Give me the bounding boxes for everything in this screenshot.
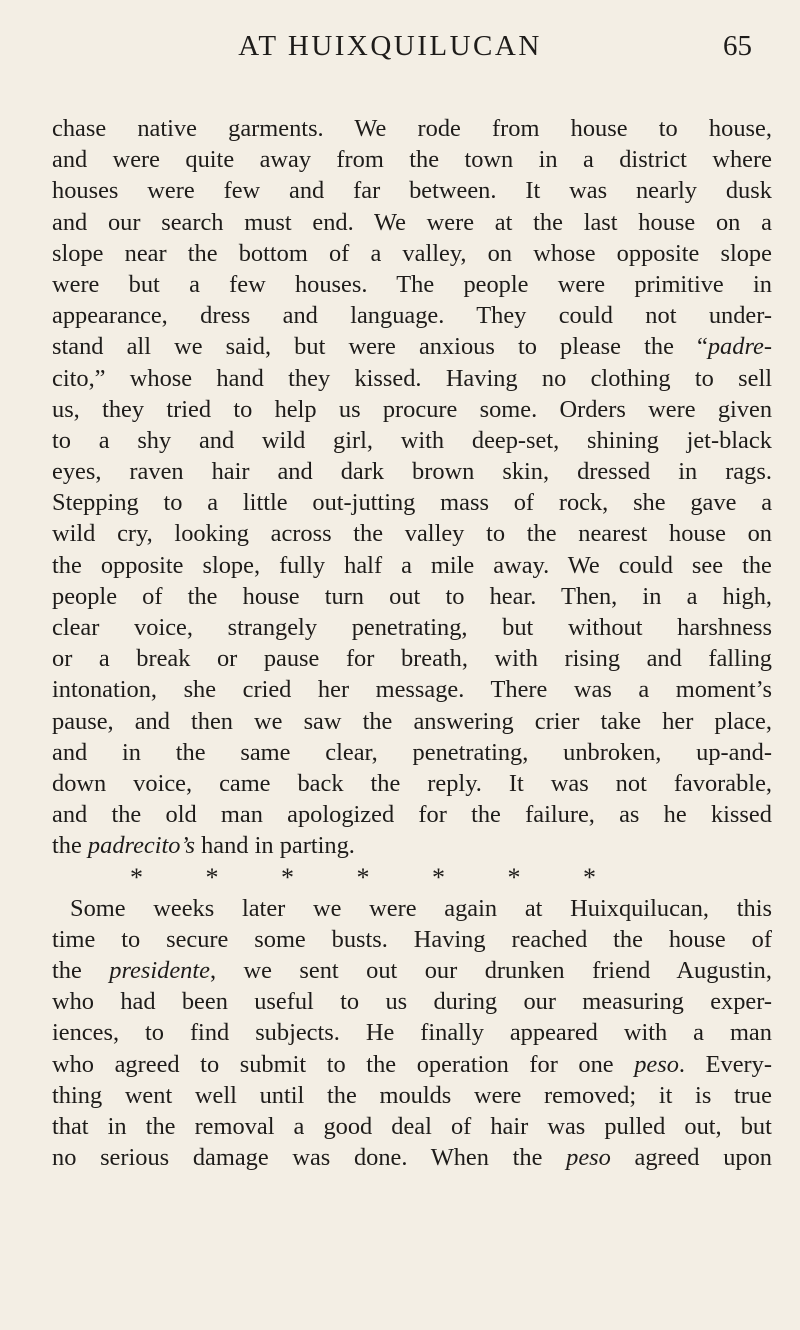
text-line: clear voice, strangely penetrating, but without harshness (52, 614, 773, 641)
text-line: who had been useful to us during our measuring exper- (52, 988, 772, 1016)
text-line: intonation, she cried her message. There was a moment’s (52, 676, 772, 704)
section-break-asterisks: * * * * * * * (130, 862, 624, 892)
text-line: down voice, came back the reply. It was not favorable, (52, 769, 772, 797)
text-line: no serious damage was done. When the peso agreed upon (52, 1144, 772, 1172)
text-line: were but a few houses. The people were primitive in (52, 270, 772, 298)
text-line: houses were few and far between. It was nearly dusk (52, 177, 772, 205)
text-line: slope near the bottom of a valley, on whose opposite slope (52, 239, 772, 267)
paragraph-start-line: Some weeks later we were again at Huixquilucan, this (70, 894, 772, 922)
text-line: pause, and then we saw the answering crier take her place, (52, 707, 772, 735)
text-line: iences, to find subjects. He finally appeared with a man (52, 1019, 772, 1047)
text-line: Stepping to a little out-jutting mass of rock, she gave a (52, 489, 773, 517)
text-line: us, they tried to help us procure some. Orders were given (52, 395, 773, 423)
text-line: stand all we said, but were anxious to please the “padre- (52, 333, 772, 361)
text-line: cito,” whose hand they kissed. Having no clothing to sell (52, 364, 772, 392)
page-number: 65 (723, 30, 752, 62)
text-line: the opposite slope, fully half a mile away. We could see the (52, 551, 772, 579)
text-line: time to secure some busts. Having reached the house of (52, 925, 772, 953)
text-line: thing went well until the moulds were removed; it is true (52, 1081, 772, 1109)
text-line: to a shy and wild girl, with deep-set, shining jet-black (52, 426, 772, 454)
text-line: and in the same clear, penetrating, unbroken, up-and- (52, 738, 772, 766)
running-title: AT HUIXQUILUCAN (238, 30, 542, 62)
text-line: and the old man apologized for the failure, as he kissed (52, 801, 772, 829)
running-header (0, 30, 800, 70)
body-text (52, 113, 772, 1173)
text-line: eyes, raven hair and dark brown skin, dressed in rags. (52, 458, 772, 486)
text-line: and were quite away from the town in a district where (52, 146, 772, 174)
text-line: who agreed to submit to the operation for one peso. Every- (52, 1050, 772, 1078)
text-line: chase native garments. We rode from house to house, (52, 115, 772, 142)
text-line: wild cry, looking across the valley to the nearest house on (52, 520, 772, 548)
text-line: appearance, dress and language. They could not under- (52, 302, 772, 330)
text-line: or a break or pause for breath, with rising and falling (52, 645, 772, 673)
text-line: the presidente, we sent out our drunken friend Augustin, (52, 957, 772, 985)
text-line: people of the house turn out to hear. Then, in a high, (52, 582, 773, 610)
text-line: that in the removal a good deal of hair was pulled out, but (52, 1113, 772, 1140)
text-line: and our search must end. We were at the last house on a (52, 208, 772, 236)
paragraph-end-line: the padrecito’s hand in parting. (52, 832, 355, 860)
